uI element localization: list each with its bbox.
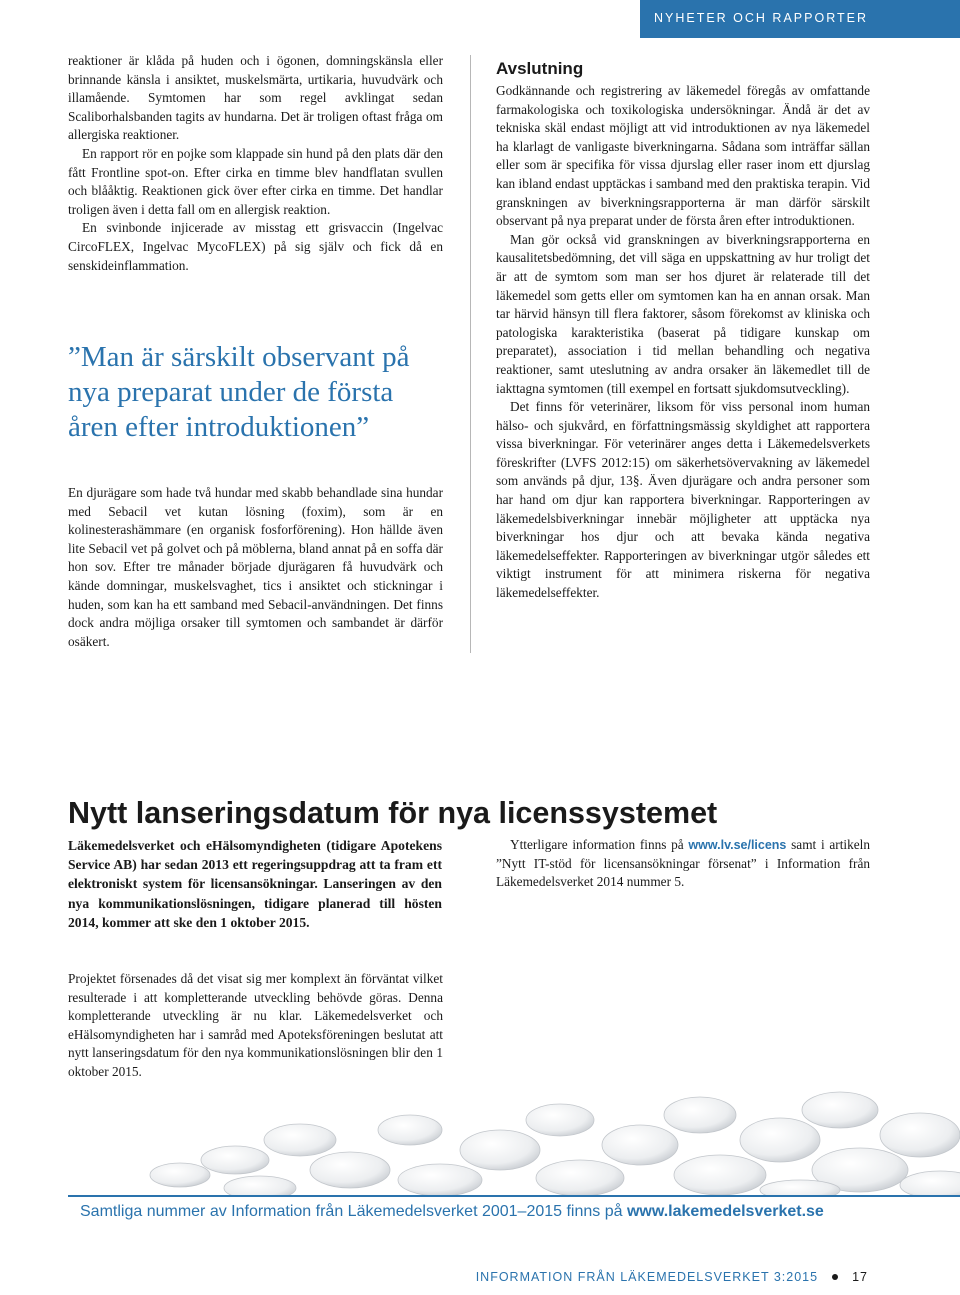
footer-banner	[68, 1195, 960, 1231]
more-info-text: samt i artikeln ”Nytt IT-stöd för licensansökningar försenat” i Information från Läkemedelsverket 2014 nummer 5.	[496, 837, 870, 890]
footer-text: Samtliga nummer av Information från Läkemedelsverket 2001–2015 finns på	[80, 1203, 627, 1220]
footer-banner-text	[80, 1203, 824, 1221]
page-number: 17	[852, 1270, 868, 1284]
paragraph: Det finns för veterinärer, liksom för viss personal inom human hälso- och sjukvård, en författningsmässig skyldighet att rapportera vissa biverkningar. För veterinärer anges detta i Läkemedelsverkets föreskrifter (LVFS 2012:15) om säkerhetsövervakning av läkemedel som används på djur, 13§. Även djurägare och andra personer som har hand om djur kan rapportera biverkningar. Rapporteringen av läkemedelsbiverkningar innebär möjligheter att upptäcka nya biverkningar hos djur och att bevaka kända negativa läkemedelseffekter. Rapporteringen av biverkningar utgör således ett viktigt instrument för att minimera riskerna för negativa läkemedelseffekter.	[496, 399, 870, 601]
left-column-top	[68, 52, 443, 275]
paragraph: Godkännande och registrering av läkemedel föregås av omfattande farmakologiska och toxikologiska undersökningar. Ändå är det av tekniska skäl endast möjligt att vid introduktionen av nya läkemedel ha klarlagt de vanligaste biverkningarna. Sådana som inträffar sällan eller som är specifika för vissa djurslag eller raser inom ett djurslag kan ibland endast upptäckas i samband med den praktiska terapin. Vid granskningen av biverkningsrapporterna är man därför särskilt observant på nya preparat under de första åren efter introduktionen.	[496, 83, 870, 229]
more-info-text: Ytterligare information finns på	[510, 837, 689, 852]
publication-name: INFORMATION FRÅN LÄKEMEDELSVERKET 3:2015	[475, 1270, 819, 1284]
section-label: NYHETER OCH RAPPORTER	[653, 11, 868, 25]
section-heading: Avslutning	[496, 59, 584, 78]
paragraph: Man gör också vid granskningen av biverkningsrapporterna en kausalitetsbedömning, det vill säga en uppskattning av hur troligt det är att de symtom som man ser hos djuret är relaterade till det läkemedel som getts eller om symtomen kan ha en annan orsak. Man tar härvid hänsyn till flera faktorer, såsom förekomst av kliniska och patologiska karakteristika (baserat på tidigare kunskap om preparatet), association i tid mellan behandling och negativa reaktioner, samt uteslutning av andra orsaker än läkemedlet till de iakttagna symtomen (till exempel en fortsatt sjukdomsutveckling).	[496, 231, 870, 396]
paragraph: En rapport rör en pojke som klappade sin hund på den plats där den fått Frontline spot-on. Efter cirka en timme blev handflatan svullen och blååktig. Reaktionen gick över efter cirka en timme. Det handlar troligen även i detta fall om en allergisk reaktion.	[68, 145, 443, 217]
news-body-right	[496, 836, 870, 892]
news-body-left	[68, 970, 443, 1082]
page-footer	[476, 1270, 868, 1284]
header-band	[640, 0, 960, 38]
footer-link[interactable]: www.lakemedelsverket.se	[626, 1203, 824, 1220]
news-lead: Läkemedelsverket och eHälsomyndigheten (tidigare Apotekens Service AB) har sedan 2013 ett regeringsuppdrag att ta fram ett elektroniskt system för licensansökningar. Lanseringen av den nya kommunikationslösningen, tidigare planerad till hösten 2014, kommer att ske den 1 oktober 2015.	[68, 838, 442, 930]
licens-link[interactable]: www.lv.se/licens	[688, 838, 787, 852]
paragraph: En djurägare som hade två hundar med skabb behandlade sina hundar med Sebacil vet kutan lösning (foxim), som är en kolinesterashämmare (en organisk fosforförening). Hon hällde även lite Sebacil vet på golvet och på möblerna, bland annat på en soffa där hon sov. Efter tre månader började djurägaren få huvudvärk och kände domningar, muskelsvaghet, tics i ansiktet och stickningar i huden, som kan ha ett samband med Sebacil-användningen. Det finns dock andra möjliga orsaker till symtomen och sambandet är därför osäkert.	[68, 485, 443, 649]
paragraph: Projektet försenades då det visat sig mer komplext än förväntat vilket resulterade i att kompletterande utveckling behövde göras. Denna kompletterande utveckling är nu klar. Läkemedelsverket och eHälsomyndigheten har i samråd med Apoteksföreningen beslutat att nytt lanseringsdatum för den nya kommunikationslösningen blir den 1 oktober 2015.	[68, 971, 443, 1079]
paragraph	[496, 836, 870, 892]
left-column-middle	[68, 484, 443, 651]
right-column-top	[496, 58, 870, 603]
pills-image	[140, 1080, 960, 1200]
column-divider	[470, 55, 471, 653]
news-heading: Nytt lanseringsdatum för nya licenssystemet	[68, 796, 718, 831]
bullet-icon	[832, 1274, 838, 1280]
paragraph: reaktioner är klåda på huden och i ögonen, domningskänsla eller brinnande känsla i ansiktet, muskelsmärta, urtikaria, huvudvärk och illamående. Symtomen har som regel avklingat sedan Scaliborhalsbanden tagits av hundarna. Det är troligen oftast fråga om allergiska reaktioner.	[68, 53, 443, 143]
paragraph: En svinbonde injicerade av misstag ett grisvaccin (Ingelvac CircoFLEX, Ingelvac MycoFLEX) på sig själv och fick då en senskideinflammation.	[68, 220, 443, 273]
pull-quote: ”Man är särskilt observant på nya preparat under de första åren efter introduktionen”	[68, 341, 410, 443]
